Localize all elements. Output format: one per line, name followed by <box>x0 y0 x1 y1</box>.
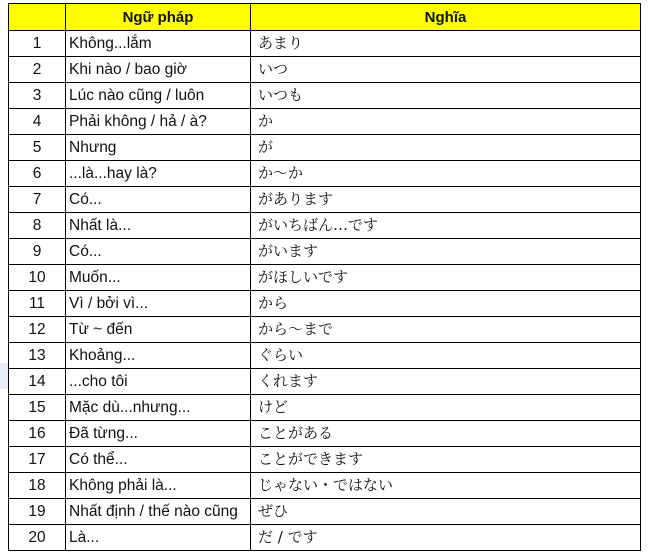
grammar-text: Khi nào / bao giờ <box>69 61 187 78</box>
grammar-cell[interactable] <box>66 83 251 109</box>
meaning-cell[interactable]: ぐらい <box>251 343 641 369</box>
meaning-cell[interactable]: けど <box>251 395 641 421</box>
row-index-cell[interactable]: 11 <box>9 291 66 317</box>
grammar-cell[interactable] <box>66 109 251 135</box>
table-row <box>9 499 641 525</box>
table-row <box>9 317 641 343</box>
grammar-cell[interactable] <box>66 239 251 265</box>
row-index-cell[interactable]: 12 <box>9 317 66 343</box>
grammar-text: ...là...hay là? <box>69 165 157 182</box>
meaning-cell[interactable]: がいちばん…です <box>251 213 641 239</box>
meaning-cell[interactable]: ことがある <box>251 421 641 447</box>
row-index-cell[interactable]: 1 <box>9 31 66 57</box>
meaning-cell[interactable]: だ / です <box>251 525 641 551</box>
grammar-text: ...cho tôi <box>69 373 128 390</box>
grammar-text: Từ ~ đến <box>69 321 133 338</box>
grammar-cell[interactable] <box>66 291 251 317</box>
grammar-cell[interactable] <box>66 31 251 57</box>
meaning-cell[interactable]: ぜひ <box>251 499 641 525</box>
grammar-text: Lúc nào cũng / luôn <box>69 87 205 104</box>
table-row <box>9 187 641 213</box>
grammar-cell[interactable] <box>66 343 251 369</box>
table-row <box>9 525 641 551</box>
row-index-cell[interactable]: 10 <box>9 265 66 291</box>
meaning-cell[interactable]: ことができます <box>251 447 641 473</box>
grammar-text: Đã từng... <box>69 425 138 442</box>
meaning-cell[interactable]: いつ <box>251 57 641 83</box>
grammar-cell[interactable] <box>66 265 251 291</box>
row-index-cell[interactable]: 13 <box>9 343 66 369</box>
meaning-cell[interactable]: か〜か <box>251 161 641 187</box>
meaning-cell[interactable]: じゃない・ではない <box>251 473 641 499</box>
row-index-cell[interactable]: 7 <box>9 187 66 213</box>
meaning-cell[interactable]: くれます <box>251 369 641 395</box>
grammar-text: Nhất là... <box>69 217 132 234</box>
table-body <box>9 31 641 551</box>
grammar-text: Là... <box>69 529 100 546</box>
grammar-cell[interactable] <box>66 447 251 473</box>
table-row <box>9 57 641 83</box>
row-index-cell[interactable]: 18 <box>9 473 66 499</box>
grammar-text: Muốn... <box>69 269 121 286</box>
table-row <box>9 31 641 57</box>
header-grammar-cell[interactable]: Ngữ pháp <box>66 4 251 31</box>
meaning-cell[interactable]: か <box>251 109 641 135</box>
grammar-text: Nhất định / thế nào cũng <box>69 503 238 520</box>
grammar-cell[interactable] <box>66 317 251 343</box>
grammar-cell[interactable] <box>66 421 251 447</box>
meaning-cell[interactable]: いつも <box>251 83 641 109</box>
table-row <box>9 109 641 135</box>
grammar-text: Phải không / hả / à? <box>69 113 207 130</box>
row-index-cell[interactable]: 17 <box>9 447 66 473</box>
grammar-text: Vì / bởi vì... <box>69 295 149 312</box>
row-index-cell[interactable]: 20 <box>9 525 66 551</box>
table-row <box>9 291 641 317</box>
grammar-text: Có thể... <box>69 451 128 468</box>
header-index-cell[interactable] <box>9 4 66 31</box>
table-row <box>9 83 641 109</box>
header-meaning-cell[interactable]: Nghĩa <box>251 4 641 31</box>
grammar-cell[interactable] <box>66 499 251 525</box>
grammar-cell[interactable] <box>66 57 251 83</box>
grammar-text: Có... <box>69 243 102 260</box>
grammar-text: Không...lắm <box>69 35 152 52</box>
table-row <box>9 213 641 239</box>
row-index-cell[interactable]: 16 <box>9 421 66 447</box>
table-row <box>9 343 641 369</box>
grammar-cell[interactable] <box>66 213 251 239</box>
grammar-cell[interactable] <box>66 369 251 395</box>
grammar-cell[interactable] <box>66 395 251 421</box>
table-row <box>9 473 641 499</box>
meaning-cell[interactable]: から <box>251 291 641 317</box>
table-row <box>9 135 641 161</box>
row-index-cell[interactable]: 19 <box>9 499 66 525</box>
row-index-cell[interactable]: 14 <box>9 369 66 395</box>
grammar-cell[interactable] <box>66 187 251 213</box>
table-row <box>9 395 641 421</box>
grammar-table <box>8 3 641 551</box>
meaning-cell[interactable]: から〜まで <box>251 317 641 343</box>
row-index-cell[interactable]: 3 <box>9 83 66 109</box>
grammar-text: Không phải là... <box>69 477 177 494</box>
meaning-cell[interactable]: がほしいです <box>251 265 641 291</box>
grammar-text: Mặc dù...nhưng... <box>69 399 191 416</box>
grammar-cell[interactable] <box>66 525 251 551</box>
grammar-text: Có... <box>69 191 102 208</box>
row-index-cell[interactable]: 4 <box>9 109 66 135</box>
row-index-cell[interactable]: 2 <box>9 57 66 83</box>
grammar-cell[interactable] <box>66 161 251 187</box>
meaning-cell[interactable]: があります <box>251 187 641 213</box>
row-index-cell[interactable]: 15 <box>9 395 66 421</box>
meaning-cell[interactable]: がいます <box>251 239 641 265</box>
grammar-cell[interactable] <box>66 473 251 499</box>
table-row <box>9 421 641 447</box>
table-row <box>9 447 641 473</box>
row-index-cell[interactable]: 5 <box>9 135 66 161</box>
row-header-highlight <box>0 363 8 389</box>
header-row <box>9 4 641 31</box>
grammar-text: Nhưng <box>69 139 117 156</box>
row-index-cell[interactable]: 9 <box>9 239 66 265</box>
row-index-cell[interactable]: 6 <box>9 161 66 187</box>
table-row <box>9 265 641 291</box>
table-row <box>9 161 641 187</box>
table-row <box>9 369 641 395</box>
grammar-cell[interactable] <box>66 135 251 161</box>
meaning-cell[interactable]: あまり <box>251 31 641 57</box>
table-row <box>9 239 641 265</box>
meaning-cell[interactable]: が <box>251 135 641 161</box>
grammar-text: Khoảng... <box>69 347 136 364</box>
row-index-cell[interactable]: 8 <box>9 213 66 239</box>
